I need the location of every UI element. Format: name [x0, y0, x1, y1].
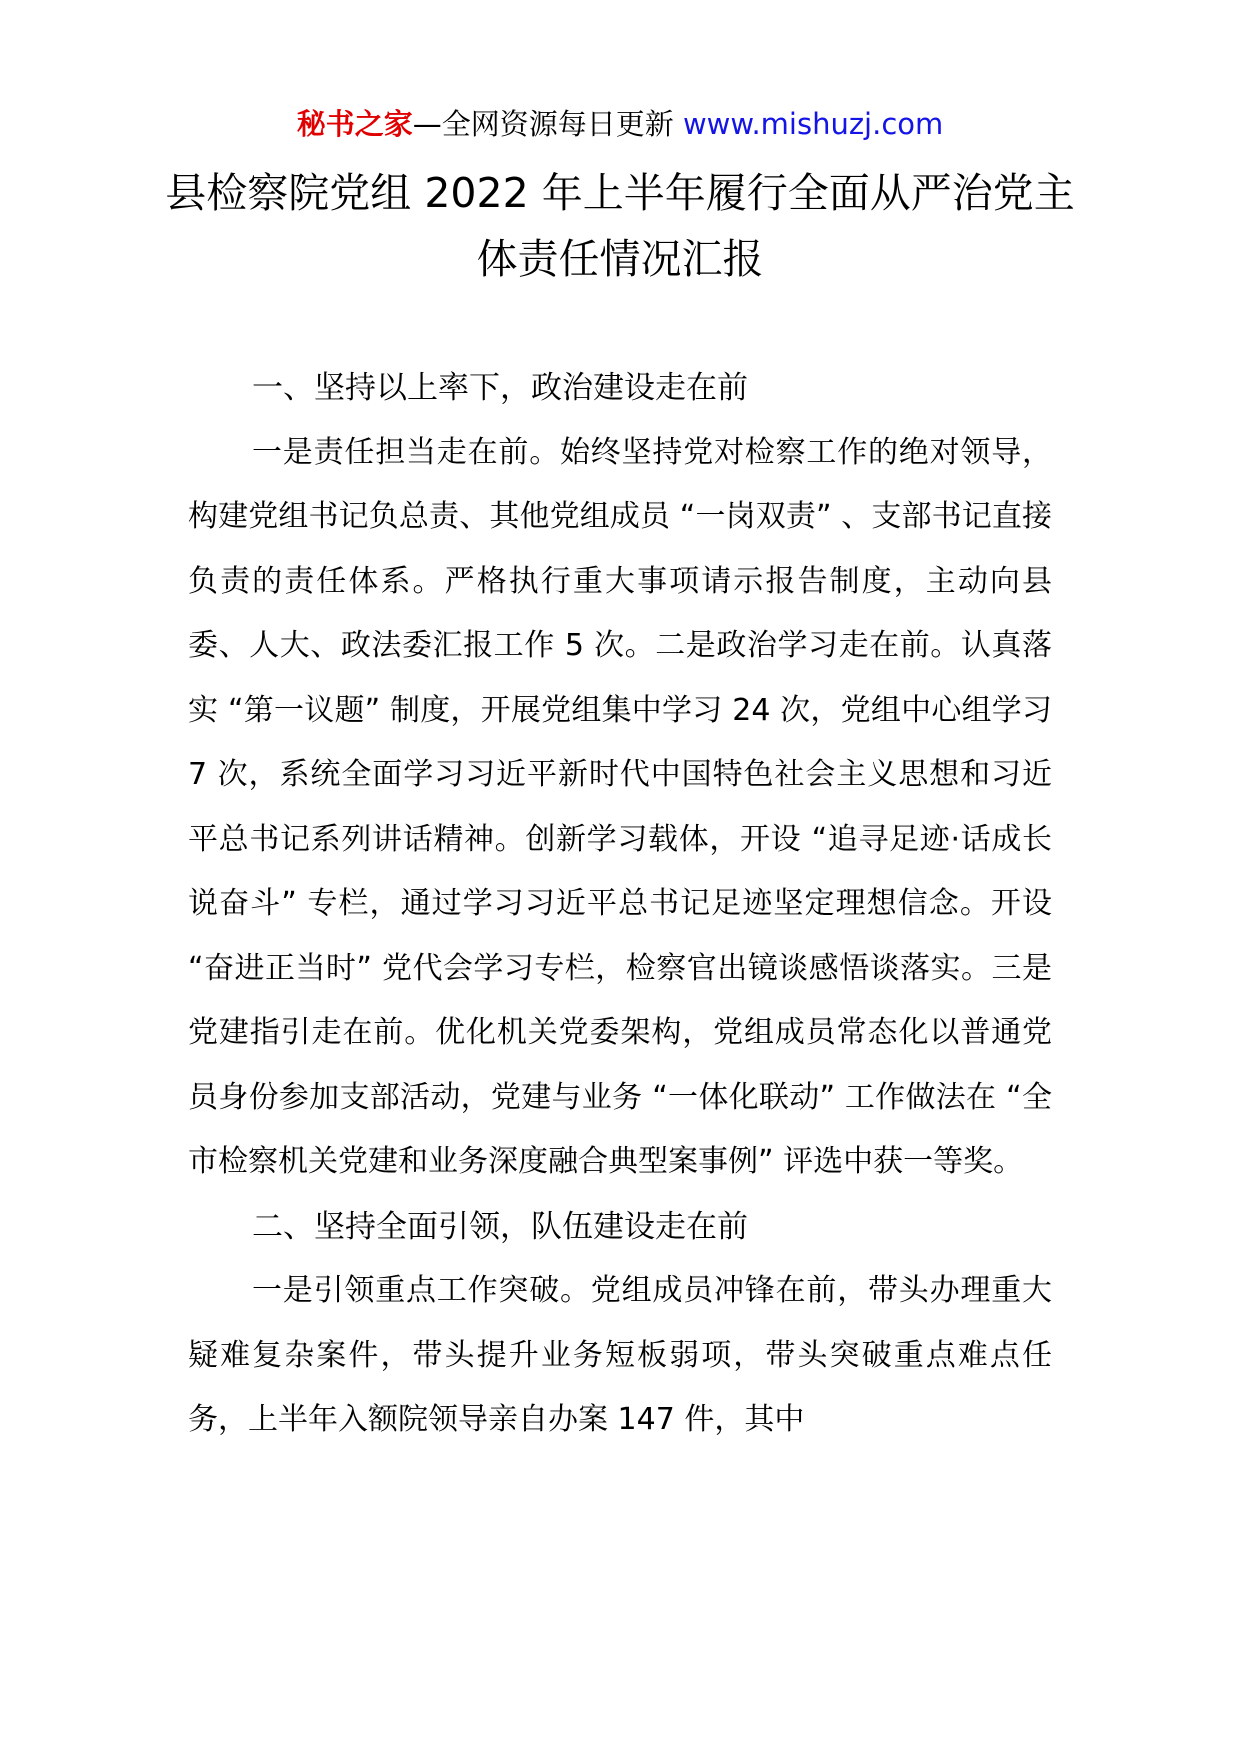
section-heading-1: 一、坚持以上率下，政治建设走在前 — [252, 370, 748, 406]
section-paragraph-1: 一是责任担当走在前。始终坚持党对检察工作的绝对领导，构建党组书记负总责、其他党组成员 “一岗双责” 、支部书记直接负责的责任体系。严格执行重大事项请示报告制度，主动向县委、人大、政法委汇报工作 5 次。二是政治学习走在前。认真落实 “第一议题” 制度，开展党组集中学习 24 次，党组中心组学习 7 次，系统全面学习习近平新时代中国特色社会主义思想和习近平总书记系列讲话精神。创新学习载体，开设 “追寻足迹·话成长说奋斗” 专栏，通过学习习近平总书记足迹坚定理想信念。开设 “奋进正当时” 党代会学习专栏，检察官出镜谈感悟谈落实。三是党建指引走在前。优化机关党委架构，党组成员常态化以普通党员身份参加支部活动，党建与业务 “一体化联动” 工作做法在 “全市检察机关党建和业务深度融合典型案事例” 评选中获一等奖。 — [188, 434, 1052, 1179]
section-paragraph-2: 一是引领重点工作突破。党组成员冲锋在前，带头办理重大疑难复杂案件，带头提升业务短板弱项，带头突破重点难点任务，上半年入额院领导亲自办案 147 件，其中 — [188, 1273, 1052, 1437]
header-tagline: —全网资源每日更新 — [412, 107, 683, 141]
site-url-link[interactable]: www.mishuzj.com — [682, 107, 944, 141]
brand-name: 秘书之家 — [296, 107, 413, 141]
document-body — [188, 356, 1052, 1453]
site-header — [0, 104, 1240, 144]
document-title: 县检察院党组 2022 年上半年履行全面从严治党主体责任情况汇报 — [165, 169, 1075, 283]
section-heading-2: 二、坚持全面引领，队伍建设走在前 — [252, 1208, 748, 1245]
